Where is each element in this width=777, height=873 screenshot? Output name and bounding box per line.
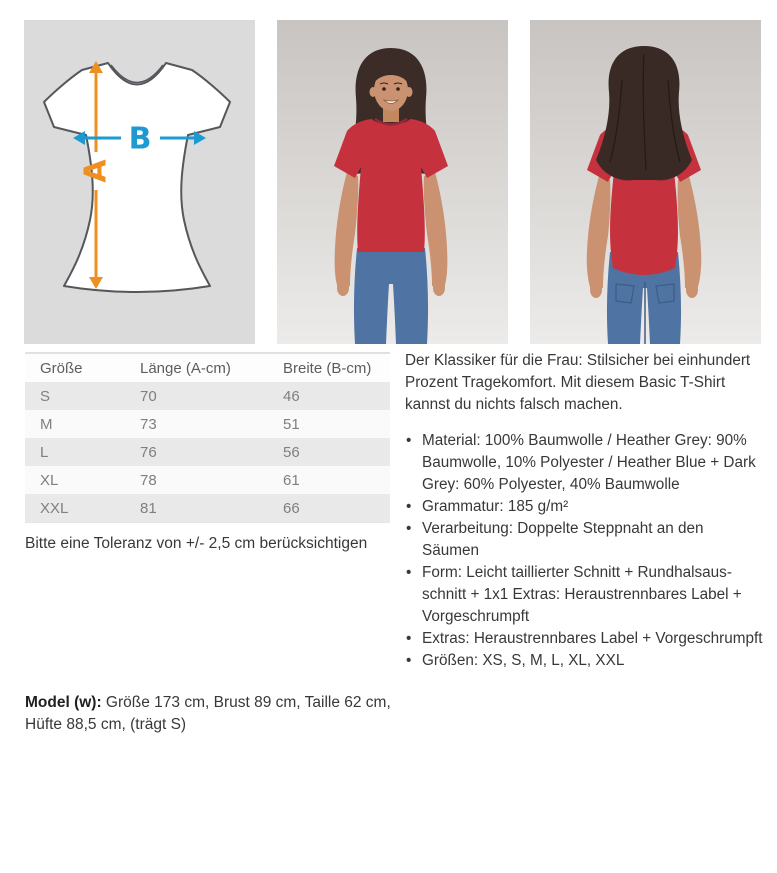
size-chart-section <box>25 352 390 553</box>
list-item: • Verarbeitung: Doppelte Steppnaht an den Säumen <box>405 518 763 562</box>
model-back-photo <box>530 20 761 344</box>
list-item: • Grammatur: 185 g/m² <box>405 496 763 518</box>
model-measurements-details: Größe 173 cm, Brust 89 cm, Taille 62 cm, Hüfte 88,5 cm, (trägt S) <box>25 693 391 733</box>
model-measurements <box>25 692 397 736</box>
col-header-size: Größe <box>25 353 125 382</box>
measure-label-b: B <box>128 121 152 157</box>
list-item: • Extras: Heraustrennbares Label + Vorgeschrumpft <box>405 628 763 650</box>
tolerance-note: Bitte eine Toleranz von +/- 2,5 cm berücksichtigen <box>25 535 368 552</box>
table-row: XL 78 61 <box>25 466 390 494</box>
list-item: • Material: 100% Baumwolle / Heather Grey: 90% Baumwolle, 10% Polyester / Heather Blue + Dark Grey: 60% Polyester, 40% Baumwolle <box>405 430 763 496</box>
description-intro: Der Klassiker für die Frau: Stilsicher bei einhundert Prozent Tragekomfort. Mit diesem Basic T-Shirt kannst du nichts falsch machen. <box>405 352 751 413</box>
list-item: • Form: Leicht taillierter Schnitt + Rundhalsausschnitt + 1x1 Extras: Heraustrennbares Label + Vorgeschrumpft <box>405 562 763 628</box>
model-front-photo <box>277 20 508 344</box>
col-header-length: Länge (A-cm) <box>125 353 268 382</box>
table-row: M 73 51 <box>25 410 390 438</box>
product-description <box>405 350 763 672</box>
size-table <box>25 352 390 523</box>
table-row: L 76 56 <box>25 438 390 466</box>
product-images-row <box>24 20 761 344</box>
model-measurements-label: Model (w): <box>25 693 102 711</box>
col-header-width: Breite (B-cm) <box>268 353 390 382</box>
measure-label-a: A <box>78 159 114 183</box>
table-row: S 70 46 <box>25 382 390 410</box>
size-table-header-row <box>25 353 390 382</box>
table-row: XXL 81 66 <box>25 494 390 523</box>
list-item: • Größen: XS, S, M, L, XL, XXL <box>405 650 763 672</box>
size-diagram-image <box>24 20 255 344</box>
description-bullet-list <box>405 430 763 672</box>
